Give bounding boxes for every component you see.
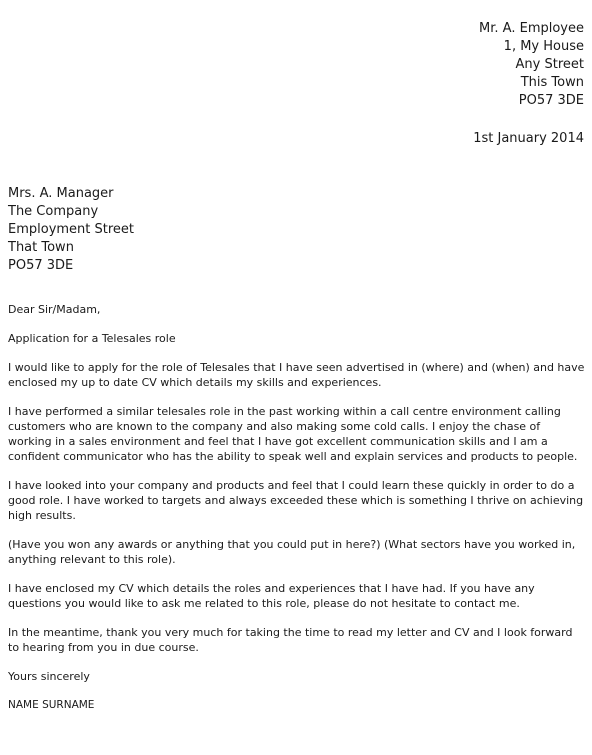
paragraph-intro: I would like to apply for the role of Telesales that I have seen advertised in (where) and (when) and have enclosed my up to date CV which details my skills and experiences. (8, 361, 585, 389)
recipient-name: Mrs. A. Manager (8, 186, 114, 201)
sender-town: This Town (520, 75, 584, 90)
subject-line: Application for a Telesales role (8, 332, 176, 345)
paragraph-company-research: I have looked into your company and products and feel that I could learn these quickly in order to do a good role. I have worked to targets and always exceeded these which is something I thrive on achieving high results. (8, 479, 584, 522)
salutation: Dear Sir/Madam, (8, 303, 101, 316)
sender-address-line1: 1, My House (503, 39, 584, 54)
sender-address-line2: Any Street (515, 57, 584, 72)
letter-body (8, 302, 586, 713)
letter-date: 1st January 2014 (473, 131, 584, 146)
paragraph-thanks: In the meantime, thank you very much for taking the time to read my letter and CV and I look forward to hearing from you in due course. (8, 626, 573, 654)
sender-postcode: PO57 3DE (518, 93, 584, 108)
recipient-town: That Town (8, 240, 74, 255)
sender-address-block (479, 20, 584, 110)
paragraph-awards-prompt: (Have you won any awards or anything that you could put in here?) (What sectors have you worked in, anything relevant to this role). (8, 538, 576, 566)
recipient-company: The Company (8, 204, 99, 219)
sender-name: Mr. A. Employee (479, 21, 584, 36)
closing: Yours sincerely (8, 670, 90, 683)
recipient-address-block (8, 185, 134, 275)
recipient-postcode: PO57 3DE (8, 258, 74, 273)
recipient-street: Employment Street (8, 222, 135, 237)
paragraph-cv-enclosed: I have enclosed my CV which details the roles and experiences that I have had. If you have any questions you would like to ask me related to this role, please do not hesitate to contact me. (8, 582, 535, 610)
paragraph-experience: I have performed a similar telesales role in the past working within a call centre environment calling customers who are known to the company and also making some cold calls. I enjoy the chase of working in a sales environment and feel that I have got excellent communication skills and I am a confident communicator who has the ability to speak well and explain services and products to people. (8, 405, 578, 463)
signature-name: NAME SURNAME (8, 699, 95, 711)
